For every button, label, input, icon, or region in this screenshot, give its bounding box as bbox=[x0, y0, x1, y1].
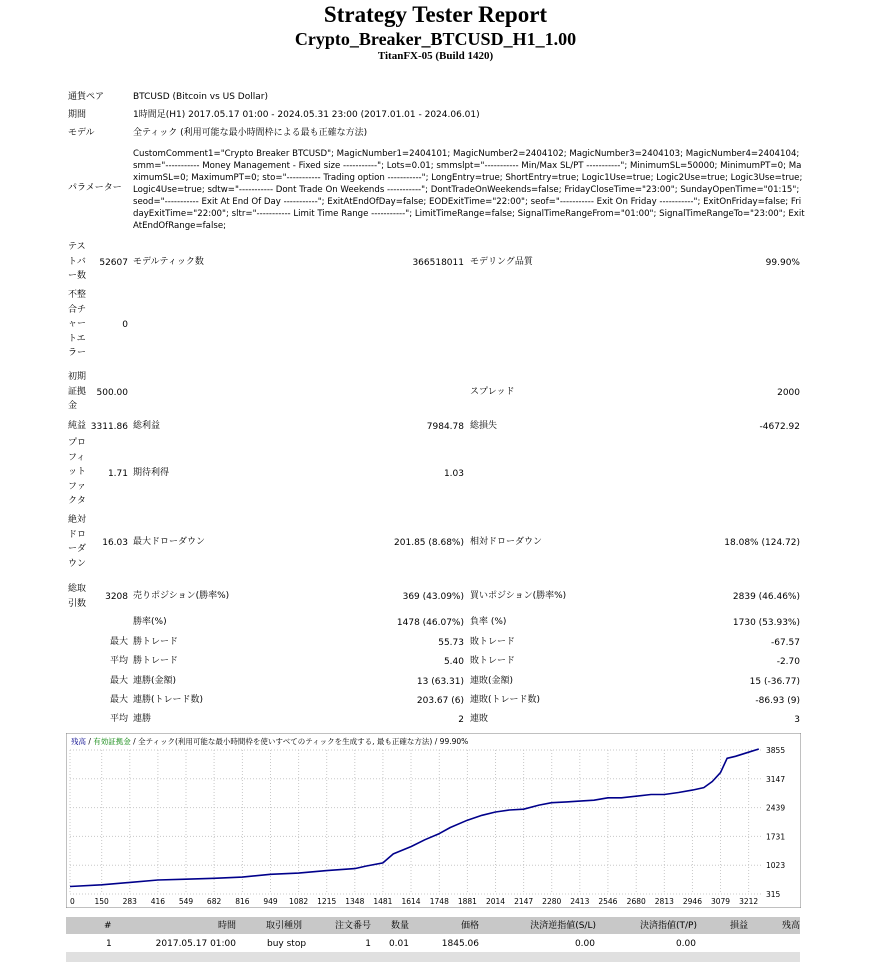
y-tick-label: 3147 bbox=[766, 774, 786, 784]
col-header-order: 注文番号 bbox=[334, 921, 371, 931]
avg-loss-value: -2.70 bbox=[776, 657, 800, 667]
x-tick-label: 3212 bbox=[739, 897, 759, 906]
x-tick-label: 2813 bbox=[654, 897, 674, 906]
loss-rate-value: 1730 (53.93%) bbox=[732, 618, 800, 628]
col-header-time: 時間 bbox=[217, 921, 236, 931]
col-header-profit: 損益 bbox=[729, 921, 748, 931]
avg-cons-wins-label: 連勝 bbox=[133, 714, 152, 724]
avg-cons-wins-value: 2 bbox=[458, 715, 464, 725]
max-label-2: 最大 bbox=[109, 676, 128, 686]
x-tick-label: 283 bbox=[122, 897, 137, 906]
gross-loss-value: -4672.92 bbox=[759, 422, 800, 432]
y-tick-label: 3855 bbox=[766, 746, 786, 755]
x-tick-label: 1748 bbox=[429, 897, 449, 906]
x-tick-label: 1215 bbox=[317, 897, 337, 906]
spread-label: スプレッド bbox=[470, 387, 515, 397]
trades-table-row-2 bbox=[66, 952, 800, 962]
x-tick-label: 2680 bbox=[626, 897, 646, 906]
max-cons-loss-label: 連敗(トレード数) bbox=[470, 695, 541, 705]
avg-loss-label: 敗トレード bbox=[470, 656, 516, 666]
long-value: 2839 (46.46%) bbox=[732, 592, 800, 602]
x-tick-label: 1614 bbox=[401, 897, 421, 906]
legend-quality: 99.90% bbox=[439, 737, 469, 746]
server-build: TitanFX-05 (Build 1420) bbox=[377, 50, 494, 62]
bars-label: テストバー数 bbox=[68, 242, 87, 281]
ticks-value: 366518011 bbox=[412, 258, 464, 268]
max-cons-losses-label: 連敗(金額) bbox=[470, 676, 514, 686]
x-tick-label: 3079 bbox=[710, 897, 731, 906]
mismatch-value: 0 bbox=[122, 320, 128, 330]
params-label: パラメーター bbox=[68, 183, 122, 193]
avg-label-2: 平均 bbox=[109, 714, 128, 724]
loss-rate-label: 負率 (%) bbox=[470, 617, 507, 627]
model-label: モデル bbox=[68, 128, 95, 138]
y-tick-label: 2439 bbox=[766, 803, 786, 813]
short-value: 369 (43.09%) bbox=[402, 592, 464, 602]
x-tick-label: 0 bbox=[70, 897, 75, 906]
x-tick-label: 416 bbox=[150, 897, 166, 906]
symbol-value: BTCUSD (Bitcoin vs US Dollar) bbox=[133, 92, 268, 102]
abs-dd-label: 絶対ドローダウン bbox=[68, 515, 87, 569]
win-rate-value: 1478 (46.07%) bbox=[396, 618, 464, 628]
row-1-num: 1 bbox=[106, 939, 112, 949]
col-header-volume: 数量 bbox=[390, 921, 409, 931]
y-tick-label: 1023 bbox=[766, 861, 786, 871]
x-tick-label: 816 bbox=[235, 897, 250, 906]
abs-dd-value: 16.03 bbox=[102, 538, 128, 548]
symbol-label: 通貨ペア bbox=[68, 92, 105, 102]
x-tick-label: 682 bbox=[206, 897, 222, 906]
x-tick-label: 1881 bbox=[457, 897, 477, 906]
deposit-label: 初期証拠金 bbox=[68, 372, 87, 411]
expected-value: 1.03 bbox=[443, 469, 464, 479]
max-label-1: 最大 bbox=[109, 637, 128, 647]
avg-win-value: 5.40 bbox=[443, 657, 464, 667]
x-tick-label: 2413 bbox=[570, 897, 590, 906]
col-header-num: # bbox=[104, 921, 112, 931]
max-cons-wins-label: 連勝(金額) bbox=[133, 676, 177, 686]
rel-dd-value: 18.08% (124.72) bbox=[724, 538, 800, 548]
avg-label-1: 平均 bbox=[109, 656, 128, 666]
long-label: 買いポジション(勝率%) bbox=[470, 591, 567, 601]
max-dd-value: 201.85 (8.68%) bbox=[394, 538, 464, 548]
row-1-time: 2017.05.17 01:00 bbox=[155, 939, 236, 949]
largest-loss-value: -67.57 bbox=[770, 638, 800, 648]
x-tick-label: 2946 bbox=[682, 897, 702, 906]
x-tick-label: 150 bbox=[94, 897, 109, 906]
largest-loss-label: 敗トレード bbox=[470, 637, 516, 647]
legend-sep-3: / bbox=[432, 737, 440, 746]
avg-cons-losses-label: 連敗 bbox=[470, 714, 489, 724]
trades-label: 総取引数 bbox=[68, 584, 87, 609]
gross-profit-value: 7984.78 bbox=[426, 422, 464, 432]
row-1-price: 1845.06 bbox=[441, 939, 479, 949]
col-header-tp: 決済指値(T/P) bbox=[640, 921, 697, 931]
spread-value: 2000 bbox=[777, 388, 800, 398]
y-tick-label: 1731 bbox=[766, 832, 786, 842]
report-title: Strategy Tester Report bbox=[323, 2, 548, 27]
period-value: 1時間足(H1) 2017.05.17 01:00 - 2024.05.31 23:00 (2017.01.01 - 2024.06.01) bbox=[133, 110, 480, 120]
max-cons-loss-value: -86.93 (9) bbox=[755, 696, 800, 706]
legend-balance: 残高 bbox=[71, 737, 86, 746]
x-tick-label: 1481 bbox=[373, 897, 393, 906]
col-header-price: 価格 bbox=[460, 921, 479, 931]
mismatch-label: 不整合チャートエラー bbox=[68, 290, 87, 358]
x-tick-label: 549 bbox=[178, 897, 194, 906]
row-1-volume: 0.01 bbox=[388, 939, 409, 949]
col-header-type: 取引種別 bbox=[266, 921, 303, 931]
short-label: 売りポジション(勝率%) bbox=[133, 591, 230, 601]
net-value: 3311.86 bbox=[90, 422, 128, 432]
rel-dd-label: 相対ドローダウン bbox=[470, 537, 543, 547]
quality-label: モデリング品質 bbox=[470, 257, 533, 267]
row-1-order: 1 bbox=[365, 939, 371, 949]
ticks-label: モデルティック数 bbox=[133, 257, 204, 267]
legend-sep-1: / bbox=[86, 737, 94, 746]
model-value: 全ティック (利用可能な最小時間枠による最も正確な方法) bbox=[133, 128, 368, 138]
gross-loss-label: 総損失 bbox=[470, 421, 498, 431]
expected-label: 期待利得 bbox=[133, 468, 170, 478]
balance-chart bbox=[66, 733, 801, 908]
pf-value: 1.71 bbox=[107, 469, 128, 479]
max-label-3: 最大 bbox=[109, 695, 128, 705]
pf-label: プロフィットファクタ bbox=[68, 438, 87, 506]
legend-sep-2: / bbox=[130, 737, 139, 746]
quality-value: 99.90% bbox=[765, 258, 800, 268]
max-cons-wins-value: 13 (63.31) bbox=[416, 677, 464, 687]
avg-win-label: 勝トレード bbox=[133, 656, 179, 666]
deposit-value: 500.00 bbox=[96, 388, 128, 398]
x-tick-label: 1082 bbox=[289, 897, 309, 906]
win-rate-label: 勝率(%) bbox=[133, 617, 167, 627]
col-header-sl: 決済逆指値(S/L) bbox=[530, 921, 596, 931]
params-value: CustomComment1="Crypto Breaker BTCUSD"; MagicNumber1=2404101; MagicNumber2=2404102; MagicNumber3=2404103; MagicNumber4=2404104; smm="----------- Money Management - Fixed size -----------"; Lots=0.01; smmslpt="----------- Min/Max SL/PT -----------"; MinimumSL=50000; MinimumPT=0; MaximumSL=0; MaximumPT=0; sto="----------- Trading option -----------"; LongEntry=true; ShortEntry=true; Logic1Use=true; Logic2Use=true; Logic3Use=true; Logic4Use=true; sdtw="----------- Dont Trade On Weekends -----------"; DontTradeOnWeekends=false; FridayCloseTime="23:00"; SundayOpenTime="01:15"; seod="----------- Exit At End Of Day -----------"; ExitAtEndOfDay=false; EODExitTime="22:00"; seof="----------- Exit On Friday -----------"; ExitOnFriday=false; FridayExitTime="22:00"; sltr="----------- Limit Time Range -----------"; LimitTimeRange=false; SignalTimeRangeFrom="01:00"; SignalTimeRangeTo="23:00"; ExitAtEndOfRange=false; bbox=[133, 149, 805, 231]
net-label: 純益 bbox=[68, 421, 87, 431]
row-1-sl: 0.00 bbox=[574, 939, 595, 949]
largest-win-value: 55.73 bbox=[438, 638, 464, 648]
y-tick-label: 315 bbox=[766, 890, 781, 899]
row-1-type: buy stop bbox=[267, 939, 307, 949]
max-dd-label: 最大ドローダウン bbox=[133, 537, 206, 547]
x-tick-label: 2280 bbox=[542, 897, 562, 906]
trades-value: 3208 bbox=[105, 592, 128, 602]
max-cons-profit-label: 連勝(トレード数) bbox=[133, 695, 204, 705]
x-tick-label: 2014 bbox=[485, 897, 506, 906]
largest-win-label: 勝トレード bbox=[133, 637, 179, 647]
legend-model: 全ティック(利用可能な最小時間枠を使いすべてのティックを生成する, 最も正確な方法) bbox=[138, 737, 433, 746]
avg-cons-losses-value: 3 bbox=[794, 715, 800, 725]
row-1-tp: 0.00 bbox=[675, 939, 696, 949]
x-tick-label: 2147 bbox=[514, 897, 534, 906]
legend-equity: 有効証拠金 bbox=[93, 737, 131, 746]
bars-value: 52607 bbox=[99, 258, 128, 268]
x-tick-label: 1348 bbox=[345, 897, 365, 906]
chart-frame bbox=[66, 733, 801, 908]
period-label: 期間 bbox=[68, 110, 87, 120]
col-header-balance: 残高 bbox=[781, 921, 800, 931]
max-cons-profit-value: 203.67 (6) bbox=[416, 696, 464, 706]
gross-profit-label: 総利益 bbox=[133, 421, 161, 431]
chart-legend bbox=[71, 736, 468, 746]
max-cons-losses-value: 15 (-36.77) bbox=[749, 677, 800, 687]
x-tick-label: 2546 bbox=[598, 897, 618, 906]
x-tick-label: 949 bbox=[263, 897, 278, 906]
report-subtitle: Crypto_Breaker_BTCUSD_H1_1.00 bbox=[294, 29, 577, 49]
